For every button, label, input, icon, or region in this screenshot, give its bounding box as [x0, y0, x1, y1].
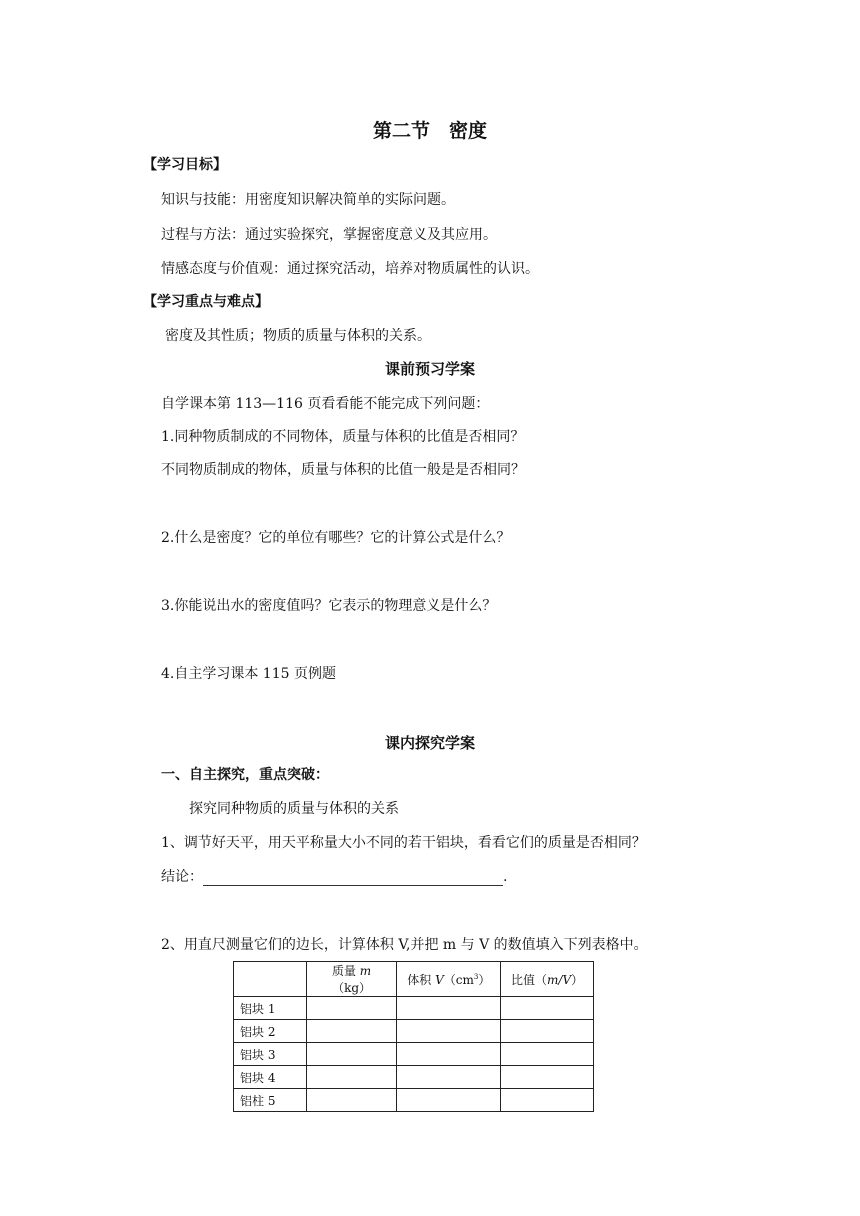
question-3: 3.你能说出水的密度值吗？它表示的物理意义是什么？: [161, 598, 497, 614]
volume-cell[interactable]: [397, 1066, 501, 1089]
mass-cell[interactable]: [306, 1089, 397, 1112]
preview-heading: 课前预习学案: [384, 360, 475, 378]
volume-cell[interactable]: [397, 1043, 501, 1066]
volume-cell[interactable]: [397, 1089, 501, 1112]
table-row: [234, 1089, 594, 1112]
ratio-cell[interactable]: [501, 1089, 594, 1112]
objective-knowledge: 知识与技能：用密度知识解决简单的实际问题。: [161, 192, 455, 208]
mass-cell[interactable]: [306, 1043, 397, 1066]
conclusion-blank[interactable]: [203, 871, 503, 886]
volume-cell[interactable]: [397, 997, 501, 1020]
table-row: [234, 1066, 594, 1089]
measurement-table: [233, 961, 594, 1112]
inclass-heading: 课内探究学案: [384, 734, 475, 752]
row-label: 铝块 3: [234, 1043, 307, 1066]
explore-subtitle: 探究同种物质的质量与体积的关系: [189, 801, 399, 817]
header-mass: 质量 m（kg）: [306, 962, 397, 997]
table-row: [234, 1043, 594, 1066]
header-blank: [234, 962, 307, 997]
page-title: 第二节 密度: [372, 120, 487, 142]
question-4: 4.自主学习课本 115 页例题: [161, 666, 336, 682]
conclusion-label: 结论：: [161, 869, 203, 885]
table-header-row: [234, 962, 594, 997]
conclusion-line: [161, 868, 507, 886]
table-row: [234, 1020, 594, 1043]
mass-cell[interactable]: [306, 997, 397, 1020]
preview-intro: 自学课本第 113—116 页看看能不能完成下列问题：: [161, 396, 490, 412]
header-ratio: 比值（m/V）: [501, 962, 594, 997]
ratio-cell[interactable]: [501, 1043, 594, 1066]
header-volume: 体积 $V(cm^3)$: [397, 962, 501, 997]
row-label: 铝块 1: [234, 997, 307, 1020]
ratio-cell[interactable]: [501, 997, 594, 1020]
row-label: 铝柱 5: [234, 1089, 307, 1112]
row-label: 铝块 2: [234, 1020, 307, 1043]
question-2: 2.什么是密度？它的单位有哪些？它的计算公式是什么？: [161, 530, 511, 546]
section-1-heading: 一、自主探究，重点突破：: [161, 767, 329, 783]
ratio-cell[interactable]: [501, 1020, 594, 1043]
step-2: 2、用直尺测量它们的边长，计算体积 V,并把 m 与 V 的数值填入下列表格中。: [161, 937, 648, 953]
objectives-heading: 【学习目标】: [143, 157, 227, 173]
question-1a: 1.同种物质制成的不同物体，质量与体积的比值是否相同？: [161, 429, 525, 445]
mass-cell[interactable]: [306, 1066, 397, 1089]
keypoints-text: 密度及其性质；物质的质量与体积的关系。: [165, 328, 431, 344]
mass-cell[interactable]: [306, 1020, 397, 1043]
keypoints-heading: 【学习重点与难点】: [143, 294, 269, 310]
table-row: [234, 997, 594, 1020]
volume-cell[interactable]: [397, 1020, 501, 1043]
conclusion-end: .: [503, 869, 508, 885]
ratio-cell[interactable]: [501, 1066, 594, 1089]
step-1: 1、调节好天平，用天平称量大小不同的若干铝块，看看它们的质量是否相同？: [161, 835, 646, 851]
objective-process: 过程与方法：通过实验探究，掌握密度意义及其应用。: [161, 227, 497, 243]
objective-attitude: 情感态度与价值观：通过探究活动，培养对物质属性的认识。: [161, 261, 539, 277]
row-label: 铝块 4: [234, 1066, 307, 1089]
question-1b: 不同物质制成的物体，质量与体积的比值一般是是否相同？: [161, 462, 525, 478]
